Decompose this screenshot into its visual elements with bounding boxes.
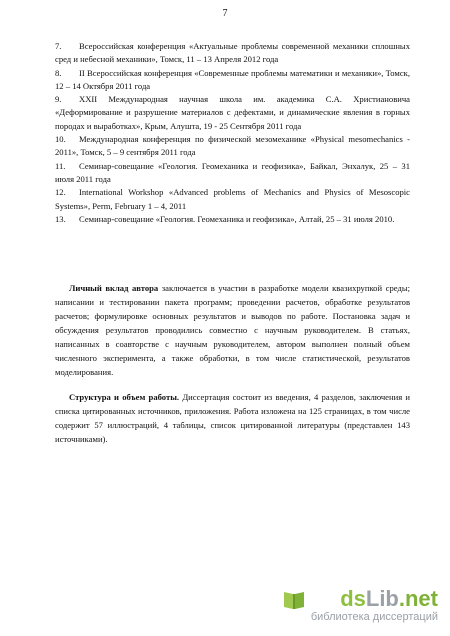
list-item xyxy=(55,213,410,226)
watermark-brand-net: .net xyxy=(398,586,438,611)
list-item-text: II Всероссийская конференция «Современные проблемы математики и механики», Томск, 12 – 14 Октября 2011 года xyxy=(55,67,410,91)
list-item-text: XXII Международная научная школа им. академика С.А. Христиановича «Деформирование и разрушение материалов с дефектами, и динамические явления в горных породах и выработках», Крым, Алушта, 19 - 25 Сентября 2011 года xyxy=(55,94,410,131)
personal-contribution-heading: Личный вклад автора xyxy=(69,283,159,293)
page-number: 7 xyxy=(222,8,228,19)
list-item-number: 13. xyxy=(55,213,66,224)
list-item-number: 12. xyxy=(55,187,66,198)
book-icon xyxy=(281,588,307,612)
structure-paragraph xyxy=(55,390,410,446)
list-item-number: 11. xyxy=(55,160,66,171)
list-item-number: 7. xyxy=(55,41,62,51)
personal-contribution-paragraph xyxy=(55,281,410,379)
dslib-watermark[interactable] xyxy=(311,588,438,624)
list-item xyxy=(55,67,410,94)
watermark-brand xyxy=(311,588,438,610)
list-item-text: Международная конференция по физической мезомеханике «Physical mesomechanics - 2011», Томск, 5 – 9 сентября 2011 года xyxy=(55,134,410,158)
list-item-number: 10. xyxy=(55,134,66,145)
list-item xyxy=(55,133,410,160)
list-item xyxy=(55,160,410,187)
watermark-subtitle: библиотека диссертаций xyxy=(310,611,438,623)
watermark-brand-lib: Lib xyxy=(365,586,399,611)
list-item-text: Всероссийская конференция «Актуальные проблемы современной механики сплошных сред и небесной механики», Томск, 11 – 13 Апреля 2012 года xyxy=(55,41,410,65)
list-item-number: 9. xyxy=(55,94,62,105)
structure-text: Диссертация состоит из введения, 4 разделов, заключения и списка цитированных источников, приложения. Работа изложена на 125 страницах, в том числе содержит 57 иллюстраций, 4 таблицы, список цитированной литературы (представлен 143 источниками). xyxy=(55,392,410,444)
conference-list xyxy=(55,40,410,226)
list-item-number: 8. xyxy=(55,67,62,78)
structure-heading: Структура и объем работы. xyxy=(69,392,180,402)
watermark-brand-ds: ds xyxy=(340,586,366,611)
list-item xyxy=(55,186,410,213)
list-item-text: Семинар-совещание «Геология. Геомеханика и геофизика», Байкал, Энхалук, 25 – 31 июля 2011 года xyxy=(55,160,410,184)
list-item-text: International Workshop «Advanced problems of Mechanics and Physics of Mesoscopic Systems», Perm, February 1 – 4, 2011 xyxy=(55,187,410,211)
personal-contribution-text: заключается в участии в разработке модели квазихрупкой среды; написании и тестировании пакета программ; проведении расчетов, обработке результатов расчетов; формулировке основных результатов и выводов по работе. Постановка задач и обсуждения результатов проводились совместно с научным руководителем. В статьях, написанных в соавторстве с научным руководителем, автором выполнен полный объем численного эксперимента, а также обработки, в том числе статистической, результатов моделирования. xyxy=(55,283,410,377)
list-item-text: Семинар-совещание «Геология. Геомеханика и геофизика», Алтай, 25 – 31 июля 2010. xyxy=(79,213,395,224)
list-item xyxy=(55,40,410,67)
list-item xyxy=(55,93,410,133)
